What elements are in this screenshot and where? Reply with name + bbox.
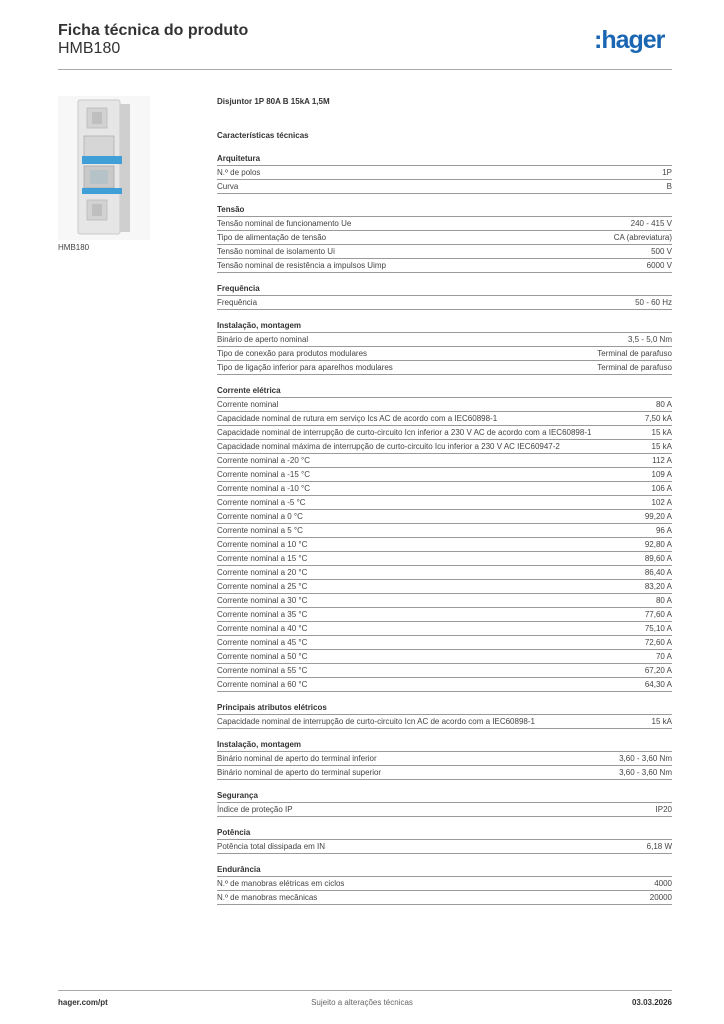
section-title: Instalação, montagem xyxy=(217,738,672,752)
spec-row xyxy=(217,622,672,636)
spec-row xyxy=(217,496,672,510)
spec-label: Corrente nominal a 15 °C xyxy=(217,554,308,563)
spec-label: Corrente nominal a 40 °C xyxy=(217,624,308,633)
section-title: Potência xyxy=(217,826,672,840)
spec-label: Capacidade nominal de rutura em serviço Ics AC de acordo com a IEC60898-1 xyxy=(217,414,498,423)
spec-value: 15 kA xyxy=(651,428,672,437)
spec-label: Corrente nominal xyxy=(217,400,279,409)
spec-label: Tensão nominal de isolamento Ui xyxy=(217,247,335,256)
spec-value: 1P xyxy=(662,168,672,177)
spec-value: 70 A xyxy=(655,652,672,661)
spec-value: 3,60 - 3,60 Nm xyxy=(619,768,672,777)
spec-value: 109 A xyxy=(651,470,672,479)
spec-value: 6000 V xyxy=(646,261,672,270)
spec-label: Tipo de conexão para produtos modulares xyxy=(217,349,368,358)
spec-value: 99,20 A xyxy=(644,512,672,521)
spec-row xyxy=(217,891,672,905)
spec-row xyxy=(217,715,672,729)
spec-label: Corrente nominal a 25 °C xyxy=(217,582,308,591)
spec-section xyxy=(217,863,672,905)
spec-value: 6,18 W xyxy=(646,842,672,851)
spec-row xyxy=(217,398,672,412)
spec-row xyxy=(217,524,672,538)
spec-row xyxy=(217,664,672,678)
spec-label: Corrente nominal a 0 °C xyxy=(217,512,303,521)
circuit-breaker-image xyxy=(58,96,150,240)
spec-label: Capacidade nominal máxima de interrupção de curto-circuito Icu inferior a 230 V AC IEC60947-2 xyxy=(217,442,560,451)
spec-label: Binário nominal de aperto do terminal inferior xyxy=(217,754,377,763)
page-title: Ficha técnica do produto xyxy=(58,22,249,39)
spec-label: Capacidade nominal de interrupção de curto-circuito Icn inferior a 230 V AC de acordo com a IEC60898-1 xyxy=(217,428,592,437)
spec-value: 50 - 60 Hz xyxy=(635,298,672,307)
spec-row xyxy=(217,608,672,622)
spec-label: Potência total dissipada em IN xyxy=(217,842,326,851)
header-divider xyxy=(58,69,672,70)
footer-note: Sujeito a alterações técnicas xyxy=(311,998,413,1007)
spec-value: B xyxy=(666,182,672,191)
spec-label: Tipo de alimentação de tensão xyxy=(217,233,327,242)
spec-value: 3,5 - 5,0 Nm xyxy=(627,335,672,344)
spec-label: Índice de proteção IP xyxy=(217,805,293,814)
spec-row xyxy=(217,440,672,454)
spec-value: 80 A xyxy=(655,400,672,409)
spec-section xyxy=(217,203,672,273)
spec-row xyxy=(217,877,672,891)
spec-label: Capacidade nominal de interrupção de curto-circuito Icn AC de acordo com a IEC60898-1 xyxy=(217,717,535,726)
image-caption: HMB180 xyxy=(58,243,90,252)
spec-label: Corrente nominal a -15 °C xyxy=(217,470,311,479)
product-name: Disjuntor 1P 80A B 15kA 1,5M xyxy=(217,97,330,106)
spec-value: 240 - 415 V xyxy=(630,219,672,228)
spec-row xyxy=(217,636,672,650)
spec-row xyxy=(217,766,672,780)
spec-value: 80 A xyxy=(655,596,672,605)
spec-section xyxy=(217,701,672,729)
footer-date: 03.03.2026 xyxy=(631,998,672,1007)
spec-label: Corrente nominal a 55 °C xyxy=(217,666,308,675)
spec-row xyxy=(217,468,672,482)
spec-value: 64,30 A xyxy=(644,680,672,689)
spec-label: N.º de manobras mecânicas xyxy=(217,893,318,902)
spec-row xyxy=(217,566,672,580)
spec-section xyxy=(217,738,672,780)
spec-label: Binário de aperto nominal xyxy=(217,335,309,344)
spec-section xyxy=(217,789,672,817)
spec-row xyxy=(217,510,672,524)
spec-label: Corrente nominal a 20 °C xyxy=(217,568,308,577)
spec-value: 102 A xyxy=(651,498,672,507)
spec-value: Terminal de parafuso xyxy=(597,363,672,372)
spec-section xyxy=(217,826,672,854)
spec-row xyxy=(217,180,672,194)
section-title: Corrente elétrica xyxy=(217,384,672,398)
spec-value: 89,60 A xyxy=(644,554,672,563)
spec-row xyxy=(217,650,672,664)
spec-row xyxy=(217,217,672,231)
spec-row xyxy=(217,259,672,273)
spec-row xyxy=(217,231,672,245)
spec-value: Terminal de parafuso xyxy=(597,349,672,358)
footer-website[interactable]: hager.com/pt xyxy=(58,998,108,1007)
spec-label: Frequência xyxy=(217,298,258,307)
spec-value: 77,60 A xyxy=(644,610,672,619)
spec-row xyxy=(217,426,672,440)
spec-value: 4000 xyxy=(654,879,672,888)
spec-label: N.º de manobras elétricas em ciclos xyxy=(217,879,345,888)
spec-label: Corrente nominal a -5 °C xyxy=(217,498,306,507)
section-title: Principais atributos elétricos xyxy=(217,701,672,715)
spec-row xyxy=(217,580,672,594)
spec-row xyxy=(217,678,672,692)
spec-value: 500 V xyxy=(651,247,672,256)
spec-row xyxy=(217,245,672,259)
spec-value: 7,50 kA xyxy=(644,414,672,423)
spec-row xyxy=(217,803,672,817)
spec-section xyxy=(217,319,672,375)
spec-label: N.º de polos xyxy=(217,168,261,177)
spec-value: 15 kA xyxy=(651,442,672,451)
spec-label: Corrente nominal a 5 °C xyxy=(217,526,303,535)
section-title: Endurância xyxy=(217,863,672,877)
spec-value: 86,40 A xyxy=(644,568,672,577)
spec-value: 15 kA xyxy=(651,717,672,726)
spec-row xyxy=(217,482,672,496)
spec-row xyxy=(217,552,672,566)
spec-value: 75,10 A xyxy=(644,624,672,633)
section-title: Tensão xyxy=(217,203,672,217)
spec-row xyxy=(217,454,672,468)
spec-row xyxy=(217,538,672,552)
spec-row xyxy=(217,347,672,361)
spec-row xyxy=(217,333,672,347)
spec-label: Curva xyxy=(217,182,239,191)
spec-value: 83,20 A xyxy=(644,582,672,591)
spec-value: 3,60 - 3,60 Nm xyxy=(619,754,672,763)
spec-label: Corrente nominal a 45 °C xyxy=(217,638,308,647)
spec-label: Corrente nominal a 35 °C xyxy=(217,610,308,619)
product-reference: HMB180 xyxy=(58,40,121,57)
spec-label: Corrente nominal a -20 °C xyxy=(217,456,311,465)
spec-value: 20000 xyxy=(649,893,672,902)
spec-section xyxy=(217,282,672,310)
spec-value: 112 A xyxy=(652,456,672,465)
spec-label: Corrente nominal a 30 °C xyxy=(217,596,308,605)
spec-heading: Características técnicas xyxy=(217,131,309,140)
spec-value: 106 A xyxy=(651,484,672,493)
section-title: Instalação, montagem xyxy=(217,319,672,333)
spec-value: 67,20 A xyxy=(644,666,672,675)
spec-value: IP20 xyxy=(655,805,672,814)
spec-section xyxy=(217,384,672,692)
spec-value: CA (abreviatura) xyxy=(613,233,672,242)
spec-row xyxy=(217,752,672,766)
spec-sections xyxy=(217,152,672,905)
section-title: Segurança xyxy=(217,789,672,803)
spec-row xyxy=(217,296,672,310)
spec-value: 96 A xyxy=(655,526,672,535)
section-title: Arquitetura xyxy=(217,152,672,166)
spec-row xyxy=(217,166,672,180)
footer-divider xyxy=(58,990,672,991)
spec-label: Corrente nominal a -10 °C xyxy=(217,484,311,493)
spec-label: Corrente nominal a 60 °C xyxy=(217,680,308,689)
spec-label: Tipo de ligação inferior para aparelhos modulares xyxy=(217,363,393,372)
spec-label: Binário nominal de aperto do terminal superior xyxy=(217,768,382,777)
spec-label: Corrente nominal a 10 °C xyxy=(217,540,308,549)
section-title: Frequência xyxy=(217,282,672,296)
hager-logo: :hager xyxy=(594,26,665,54)
spec-value: 72,60 A xyxy=(644,638,672,647)
specifications xyxy=(217,95,672,905)
spec-row xyxy=(217,361,672,375)
spec-label: Corrente nominal a 50 °C xyxy=(217,652,308,661)
spec-row xyxy=(217,840,672,854)
spec-section xyxy=(217,152,672,194)
spec-label: Tensão nominal de resistência a impulsos Uimp xyxy=(217,261,386,270)
spec-row xyxy=(217,412,672,426)
spec-value: 92,80 A xyxy=(644,540,672,549)
spec-label: Tensão nominal de funcionamento Ue xyxy=(217,219,352,228)
spec-row xyxy=(217,594,672,608)
